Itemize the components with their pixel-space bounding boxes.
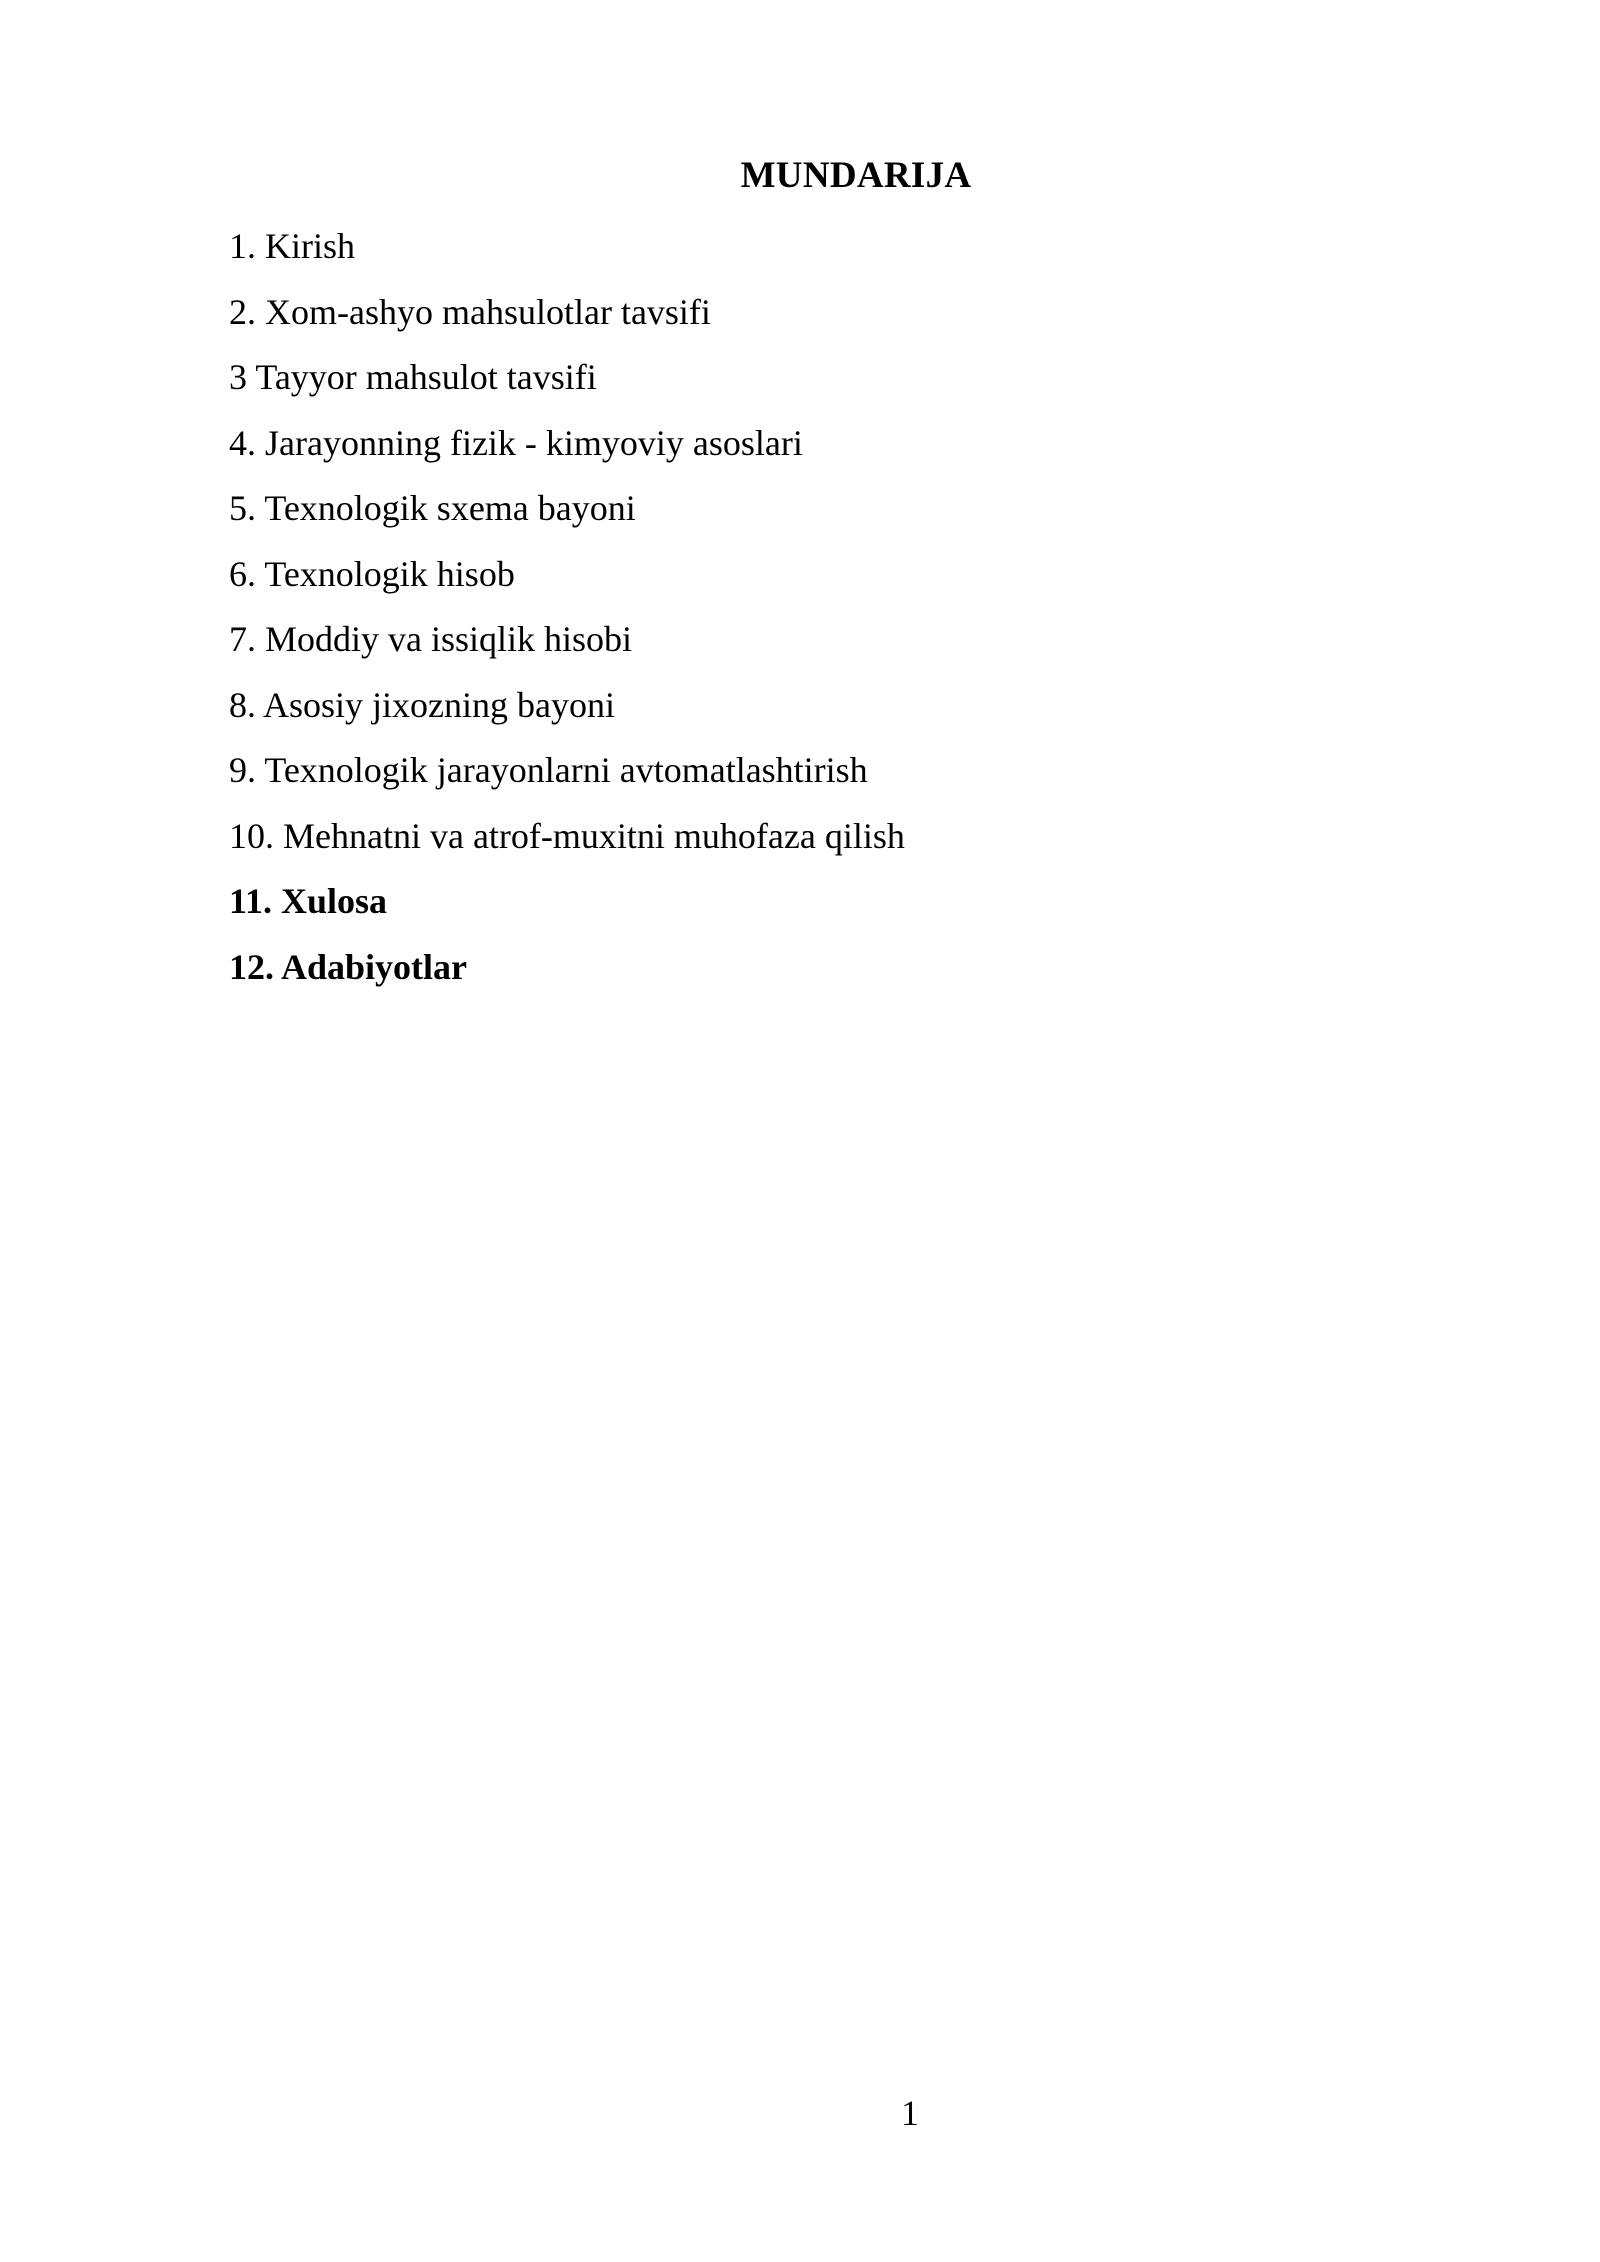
toc-item-2: 2. Xom-ashyo mahsulotlar tavsifi (229, 291, 711, 332)
toc-item-6: 6. Texnologik hisob (229, 553, 515, 594)
toc-item-5: 5. Texnologik sxema bayoni (229, 488, 636, 528)
page-number: 1 (901, 2093, 919, 2133)
toc-item-12: 12. Adabiyotlar (229, 946, 468, 987)
toc-item-3: 3 Tayyor mahsulot tavsifi (229, 357, 597, 397)
toc-item-7: 7. Moddiy va issiqlik hisobi (229, 619, 633, 659)
toc-item-9: 9. Texnologik jarayonlarni avtomatlashtirish (229, 750, 868, 790)
page-title: MUNDARIJA (740, 155, 972, 196)
toc-item-8: 8. Asosiy jixozning bayoni (229, 684, 615, 725)
toc-item-10: 10. Mehnatni va atrof-muxitni muhofaza qilish (229, 815, 905, 856)
toc-item-4: 4. Jarayonning fizik - kimyoviy asoslari (229, 422, 803, 463)
toc-item-11: 11. Xulosa (229, 881, 388, 921)
table-of-contents (229, 214, 905, 1000)
toc-item-1: 1. Kirish (229, 226, 355, 266)
